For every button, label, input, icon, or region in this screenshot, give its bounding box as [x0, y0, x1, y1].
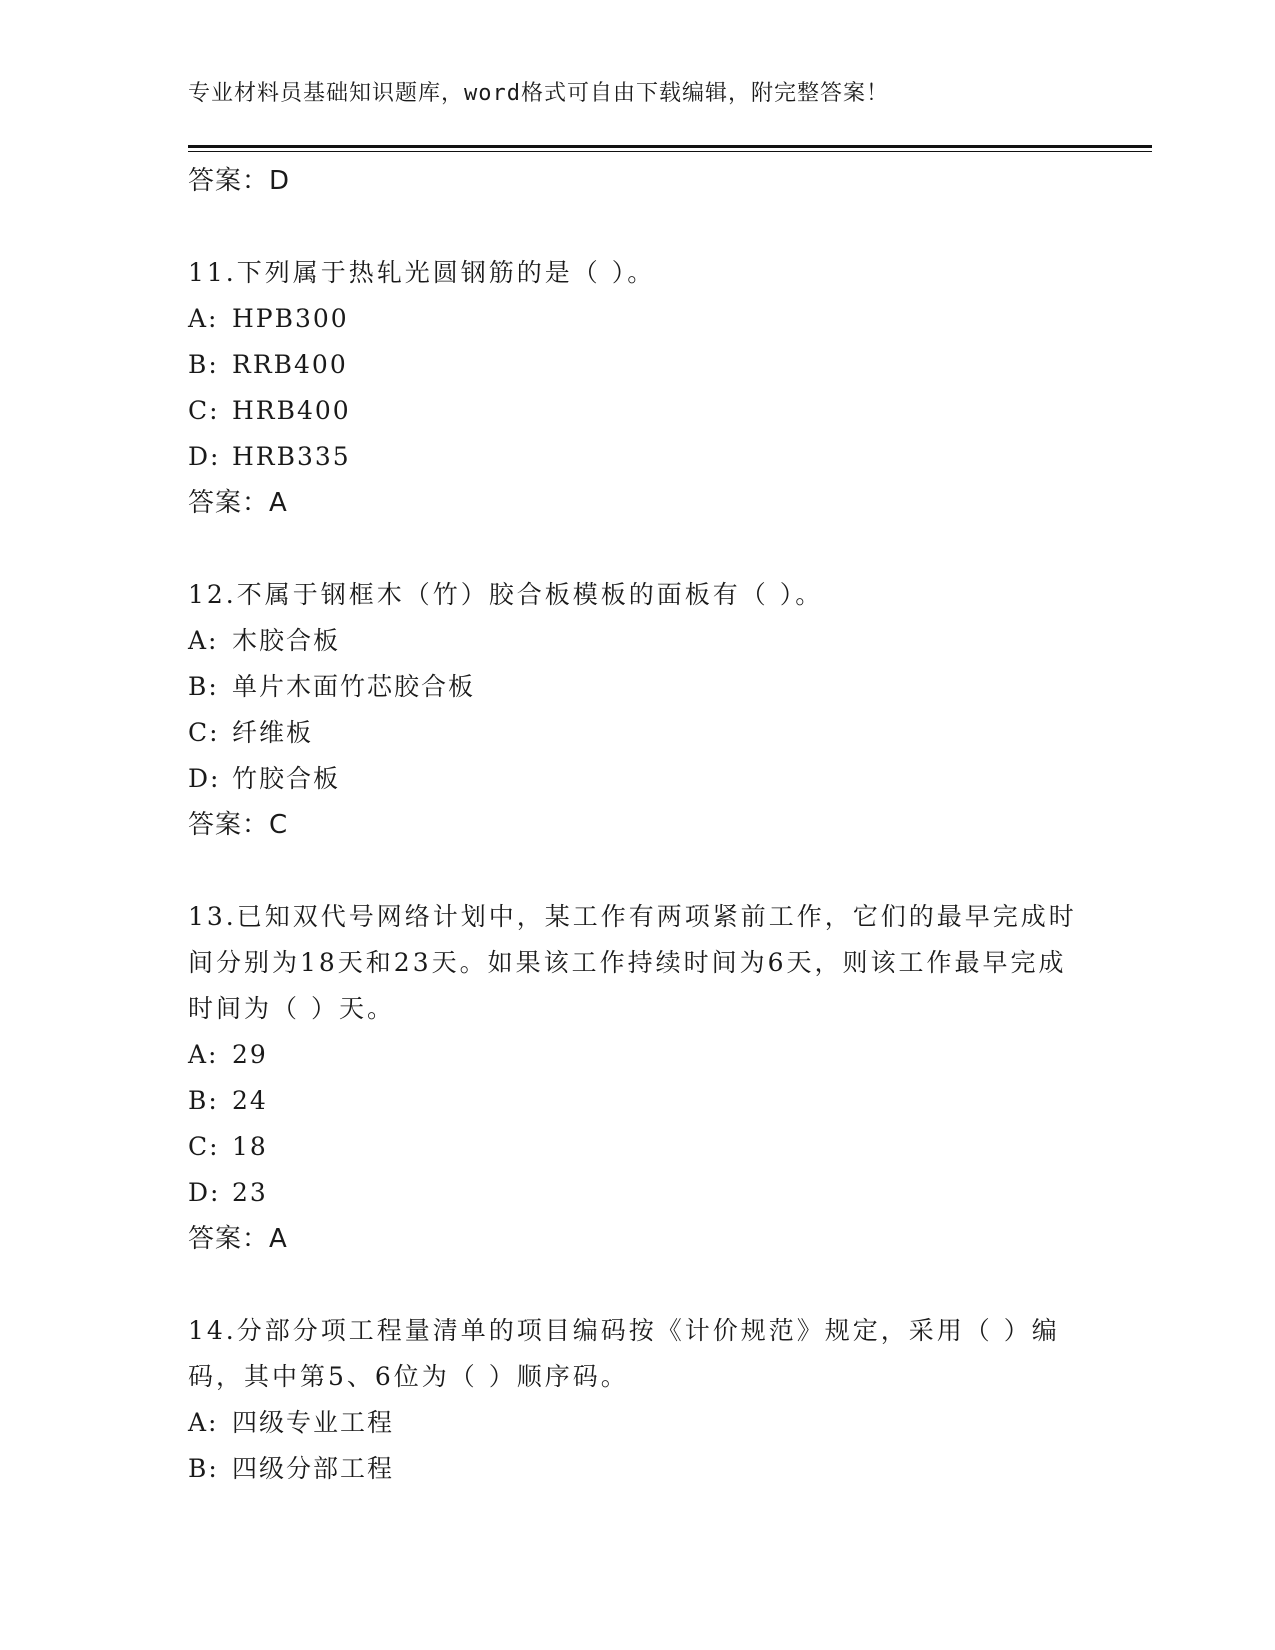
page-header: 专业材料员基础知识题库，word格式可自由下载编辑，附完整答案！: [188, 81, 889, 106]
option-letter: A:: [188, 1040, 219, 1069]
option-letter: D:: [188, 764, 221, 793]
option-b: [188, 1446, 1088, 1492]
option-b: [188, 342, 1088, 388]
option-text: HRB400: [232, 396, 351, 425]
option-letter: C:: [188, 396, 220, 425]
option-text: 23: [232, 1178, 268, 1207]
question-stem: 14.分部分项工程量清单的项目编码按《计价规范》规定，采用（ ）编码，其中第5、6位为（ ）顺序码。: [188, 1316, 1060, 1391]
option-text: 29: [232, 1040, 268, 1069]
option-text: HRB335: [232, 442, 351, 471]
header-rule-thick: [188, 145, 1152, 148]
question-block: [188, 572, 1088, 848]
question-list: [188, 158, 1088, 1492]
option-text: 纤维板: [232, 718, 314, 747]
option-letter: B:: [188, 350, 219, 379]
question-block: [188, 894, 1088, 1262]
option-letter: C:: [188, 1132, 220, 1161]
option-letter: C:: [188, 718, 220, 747]
option-d: [188, 1170, 1088, 1216]
question-stem: 11.下列属于热轧光圆钢筋的是（ ）。: [188, 258, 656, 287]
option-text: 竹胶合板: [232, 764, 341, 793]
answer: 答案：A: [188, 1224, 288, 1254]
option-letter: A:: [188, 626, 219, 655]
option-letter: B:: [188, 1086, 219, 1115]
option-c: [188, 1124, 1088, 1170]
option-text: 24: [232, 1086, 268, 1115]
option-text: 单片木面竹芯胶合板: [232, 672, 476, 701]
question-block: [188, 250, 1088, 526]
option-letter: B:: [188, 1454, 219, 1483]
option-d: [188, 434, 1088, 480]
option-c: [188, 710, 1088, 756]
answer: 答案：A: [188, 488, 288, 518]
option-c: [188, 388, 1088, 434]
option-text: RRB400: [232, 350, 348, 379]
option-letter: A:: [188, 1408, 219, 1437]
option-a: [188, 1032, 1088, 1078]
option-b: [188, 1078, 1088, 1124]
option-letter: A:: [188, 304, 219, 333]
option-text: HPB300: [232, 304, 349, 333]
option-text: 四级分部工程: [232, 1454, 395, 1483]
option-d: [188, 756, 1088, 802]
answer-previous: 答案：D: [188, 166, 291, 196]
option-a: [188, 618, 1088, 664]
option-text: 四级专业工程: [232, 1408, 395, 1437]
option-text: 18: [232, 1132, 268, 1161]
option-a: [188, 296, 1088, 342]
option-letter: D:: [188, 1178, 221, 1207]
answer: 答案：C: [188, 810, 289, 840]
option-b: [188, 664, 1088, 710]
question-block: [188, 1308, 1088, 1492]
option-letter: D:: [188, 442, 221, 471]
header-rule-thin: [188, 151, 1152, 152]
option-letter: B:: [188, 672, 219, 701]
option-a: [188, 1400, 1088, 1446]
option-text: 木胶合板: [232, 626, 341, 655]
question-stem: 12.不属于钢框木（竹）胶合板模板的面板有（ ）。: [188, 580, 824, 609]
question-stem: 13.已知双代号网络计划中，某工作有两项紧前工作，它们的最早完成时间分别为18天和23天。如果该工作持续时间为6天，则该工作最早完成时间为（ ）天。: [188, 902, 1077, 1023]
